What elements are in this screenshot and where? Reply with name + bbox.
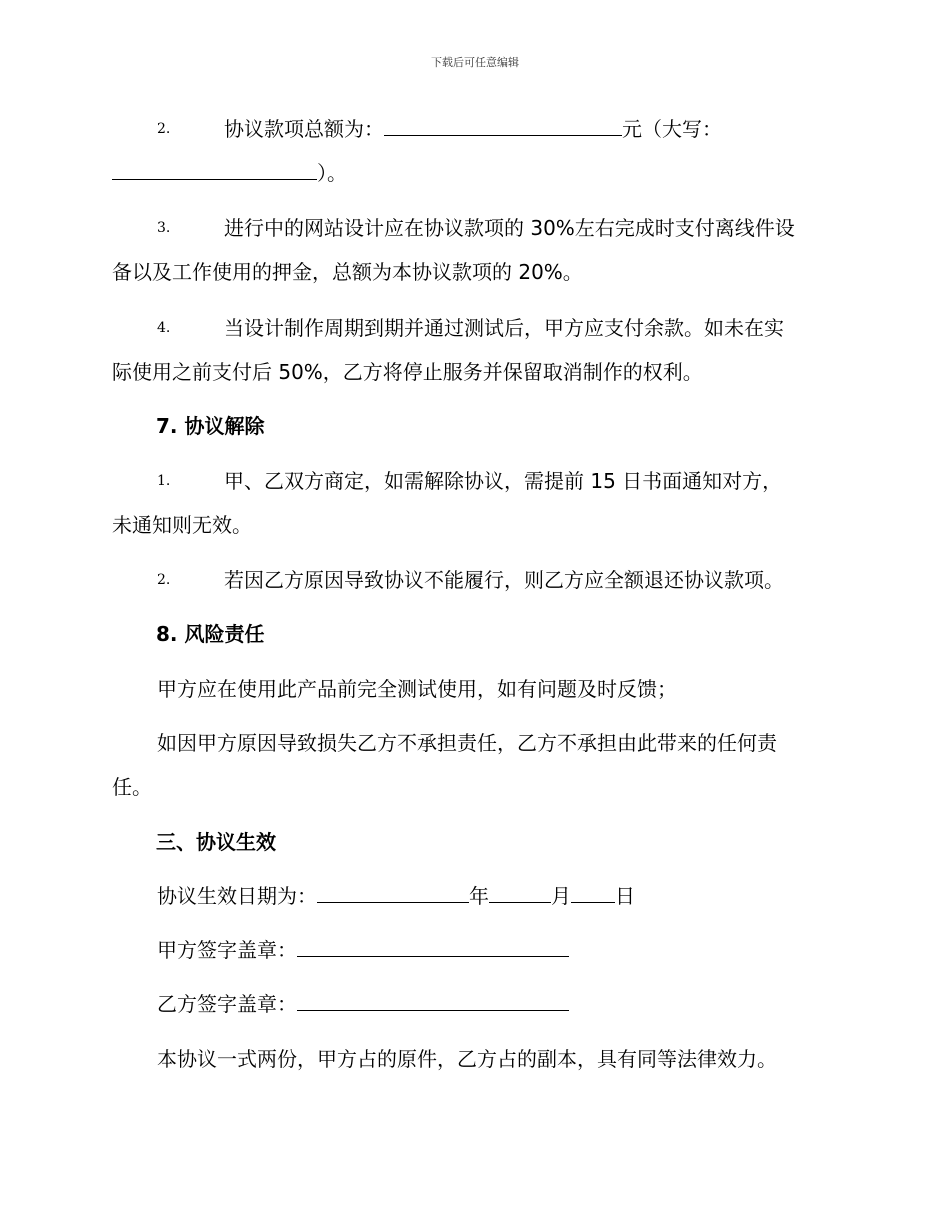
amount-words-blank [112,162,317,180]
page-header: 下载后可任意编辑 [431,56,519,69]
closing-statement: 本协议一式两份，甲方占的原件，乙方占的副本，具有同等法律效力。 [157,1047,777,1071]
item-number: 2. [157,121,171,137]
party-a-sign-line [157,937,569,963]
deposit-line-1: 进行中的网站设计应在协议款项的 30%左右完成时支付离线件设 [224,216,795,240]
section-heading-termination: 7. 协议解除 [156,414,265,438]
amount-close-paren: ）。 [317,161,347,185]
item-number: 3. [157,220,171,236]
party-b-sign-label: 乙方签字盖章： [157,992,297,1016]
total-amount-label: 协议款项总额为： [224,117,384,141]
day-label: 日 [615,884,635,908]
risk-para-2-line-2: 任。 [112,775,152,799]
party-b-sign-blank [297,993,569,1011]
deposit-line-2: 备以及工作使用的押金，总额为本协议款项的 20%。 [112,260,583,284]
termination-line-2: 未通知则无效。 [112,513,252,537]
risk-para-2-line-1: 如因甲方原因导致损失乙方不承担责任，乙方不承担由此带来的任何责 [157,731,777,755]
year-blank [317,885,469,903]
amount-words-line [112,160,347,186]
risk-para-1: 甲方应在使用此产品前完全测试使用，如有问题及时反馈； [157,677,677,701]
month-blank [489,885,551,903]
total-amount-line [224,116,722,142]
item-number: 4. [157,320,171,336]
section-heading-effective: 三、协议生效 [156,830,276,854]
item-number: 1. [157,473,171,489]
amount-blank [384,118,622,136]
month-label: 月 [551,884,571,908]
item-number: 2. [157,572,171,588]
day-blank [571,885,615,903]
party-a-sign-blank [297,939,569,957]
amount-unit-label: 元（大写： [622,117,722,141]
year-label: 年 [469,884,489,908]
section-heading-risk: 8. 风险责任 [156,622,265,646]
effective-date-line [157,883,635,909]
effective-date-label: 协议生效日期为： [157,884,317,908]
balance-line-1: 当设计制作周期到期并通过测试后，甲方应支付余款。如未在实 [224,316,784,340]
refund-line: 若因乙方原因导致协议不能履行，则乙方应全额退还协议款项。 [224,568,784,592]
termination-line-1: 甲、乙双方商定，如需解除协议，需提前 15 日书面通知对方， [224,469,783,493]
balance-line-2: 际使用之前支付后 50%，乙方将停止服务并保留取消制作的权利。 [112,360,703,384]
party-b-sign-line [157,991,569,1017]
party-a-sign-label: 甲方签字盖章： [157,938,297,962]
